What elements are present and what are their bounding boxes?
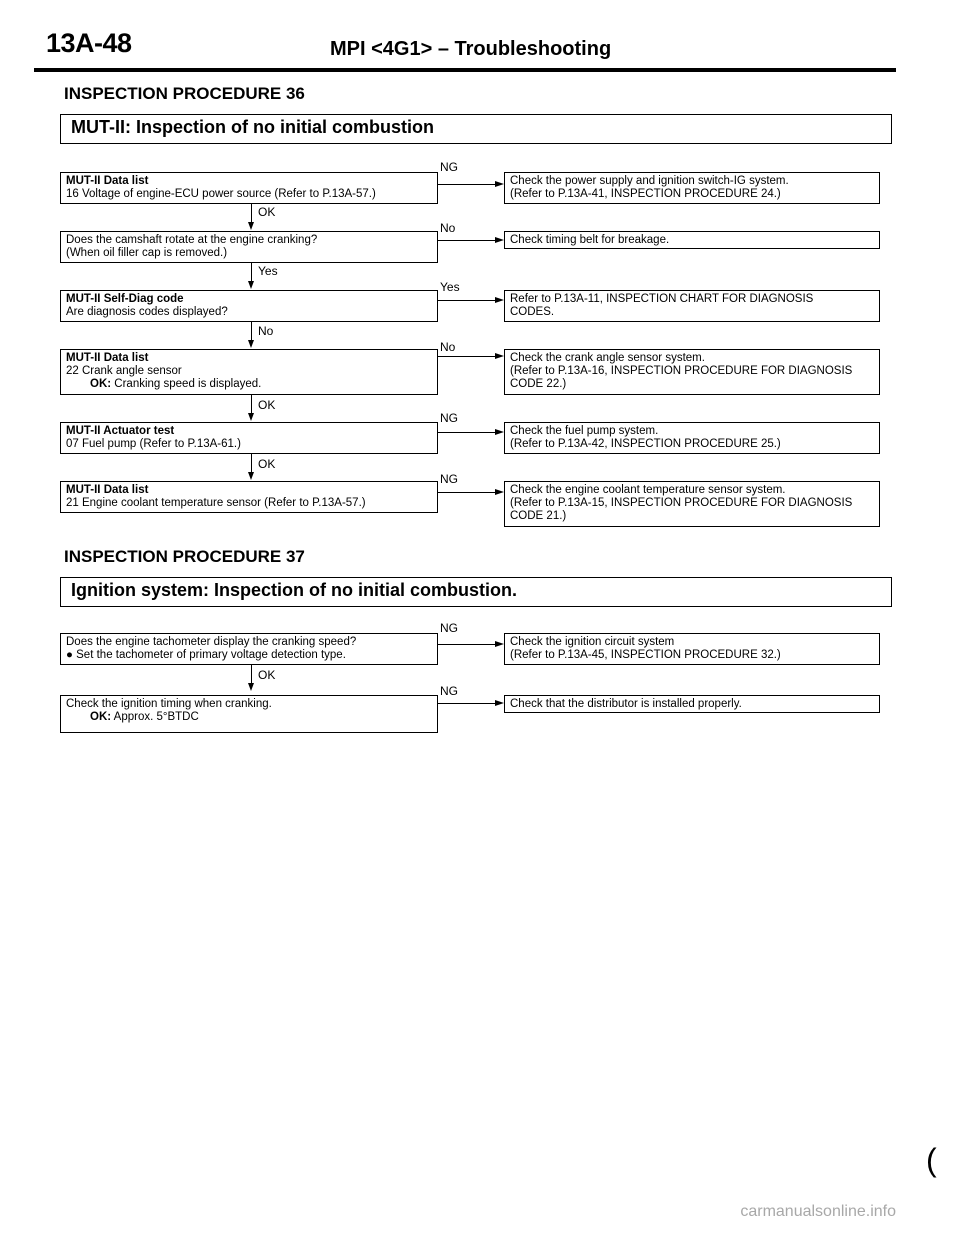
p37-step2-connector [438, 703, 496, 704]
p36-step2-result-box [504, 231, 880, 249]
p36-step5-connector [438, 432, 496, 433]
p37-step1-box [60, 633, 438, 665]
p36-step2-connector [438, 240, 496, 241]
watermark: carmanualsonline.info [740, 1203, 896, 1220]
p37-step1-next-label: OK [258, 668, 276, 682]
p36-step3-arrowhead [495, 297, 504, 303]
p36-step1-arrowhead [495, 181, 504, 187]
p36-step1-line1: MUT-II Data list [66, 175, 149, 187]
p36-step5-line2: 07 Fuel pump (Refer to P.13A-61.) [66, 438, 241, 450]
p36-step6-line1: MUT-II Data list [66, 484, 149, 496]
p36-flow-arrowhead-1 [248, 222, 254, 230]
p36-step4-result-line2: (Refer to P.13A-16, INSPECTION PROCEDURE FOR DIAGNOSIS [510, 365, 853, 377]
p36-step6-result-line3: CODE 21.) [510, 510, 567, 522]
p37-flow-arrowhead-1 [248, 683, 254, 691]
p36-step4-next-label: OK [258, 398, 276, 412]
p36-step3-box [60, 290, 438, 322]
p36-step1-result-box [504, 172, 880, 204]
procedure-36-subtitle: MUT-II: Inspection of no initial combustion [60, 114, 892, 144]
page-number: 13A-48 [46, 28, 132, 58]
p36-step4-box [60, 349, 438, 395]
p36-step4-branch-label: No [440, 340, 456, 354]
p37-step2-box [60, 695, 438, 733]
p36-flow-arrowhead-5 [248, 472, 254, 480]
header-rule [34, 68, 896, 72]
p36-step3-branch-label: Yes [440, 280, 460, 294]
p36-step4-ok-prefix: OK: [90, 378, 112, 390]
p36-step4-ok-text: Cranking speed is displayed. [114, 378, 262, 390]
p36-step4-arrowhead [495, 353, 504, 359]
p36-step2-line2: (When oil filler cap is removed.) [66, 247, 228, 259]
procedure-37-subtitle: Ignition system: Inspection of no initial combustion. [60, 577, 892, 607]
p37-step1-line2: ● Set the tachometer of primary voltage detection type. [66, 649, 346, 661]
p36-step1-next-label: OK [258, 205, 276, 219]
p36-step5-next-label: OK [258, 457, 276, 471]
page-edge-mark: ( [926, 1142, 937, 1178]
p37-step1-connector [438, 644, 496, 645]
p36-step4-connector [438, 356, 496, 357]
p36-step1-result-line1: Check the power supply and ignition switch-IG system. [510, 175, 789, 187]
p36-step3-line2: Are diagnosis codes displayed? [66, 306, 228, 318]
p36-flow-arrowhead-4 [248, 413, 254, 421]
p37-step2-arrowhead [495, 700, 504, 706]
p37-step2-ok-text: Approx. 5°BTDC [113, 711, 199, 723]
p37-step1-line1: Does the engine tachometer display the cranking speed? [66, 636, 357, 648]
p37-step1-result-box [504, 633, 880, 665]
p36-step5-result-line1: Check the fuel pump system. [510, 425, 659, 437]
page-title: MPI <4G1> – Troubleshooting [330, 38, 612, 60]
p36-step4-line1: MUT-II Data list [66, 352, 149, 364]
p37-step1-result-line1: Check the ignition circuit system [510, 636, 675, 648]
p36-step6-line2: 21 Engine coolant temperature sensor (Refer to P.13A-57.) [66, 497, 366, 509]
p37-step2-branch-label: NG [440, 684, 458, 698]
p37-step2-line1: Check the ignition timing when cranking. [66, 698, 272, 710]
p36-step5-arrowhead [495, 429, 504, 435]
p36-step3-result-line1: Refer to P.13A-11, INSPECTION CHART FOR DIAGNOSIS [510, 293, 814, 305]
p36-step6-result-line2: (Refer to P.13A-15, INSPECTION PROCEDURE FOR DIAGNOSIS [510, 497, 853, 509]
p36-step3-next-label: No [258, 324, 274, 338]
p36-step6-connector [438, 492, 496, 493]
procedure-37-heading: INSPECTION PROCEDURE 37 [64, 547, 305, 566]
p36-step5-line1: MUT-II Actuator test [66, 425, 175, 437]
p36-step5-result-box [504, 422, 880, 454]
p36-step4-result-line1: Check the crank angle sensor system. [510, 352, 705, 364]
p36-step1-connector [438, 184, 496, 185]
p37-step2-ok-prefix: OK: [90, 711, 112, 723]
p36-step2-result-line1: Check timing belt for breakage. [510, 234, 670, 246]
p36-step6-result-box [504, 481, 880, 527]
p37-step2-result-line1: Check that the distributor is installed properly. [510, 698, 742, 710]
p36-flow-arrowhead-2 [248, 281, 254, 289]
p36-step5-result-line2: (Refer to P.13A-42, INSPECTION PROCEDURE 25.) [510, 438, 781, 450]
p36-step1-result-line2: (Refer to P.13A-41, INSPECTION PROCEDURE 24.) [510, 188, 781, 200]
p37-step1-branch-label: NG [440, 621, 458, 635]
p36-step2-branch-label: No [440, 221, 456, 235]
procedure-36-heading: INSPECTION PROCEDURE 36 [64, 84, 305, 103]
p36-step6-arrowhead [495, 489, 504, 495]
p36-step2-arrowhead [495, 237, 504, 243]
p37-step1-result-line2: (Refer to P.13A-45, INSPECTION PROCEDURE 32.) [510, 649, 781, 661]
p37-step1-arrowhead [495, 641, 504, 647]
p37-step2-result-box [504, 695, 880, 713]
p36-step6-result-line1: Check the engine coolant temperature sensor system. [510, 484, 786, 496]
p36-flow-arrowhead-3 [248, 340, 254, 348]
p36-step3-line1: MUT-II Self-Diag code [66, 293, 184, 305]
p36-step4-result-line3: CODE 22.) [510, 378, 567, 390]
p36-step6-box [60, 481, 438, 513]
p36-step2-box [60, 231, 438, 263]
p36-step5-box [60, 422, 438, 454]
p36-step4-line2: 22 Crank angle sensor [66, 365, 182, 377]
p36-step1-line2: 16 Voltage of engine-ECU power source (Refer to P.13A-57.) [66, 188, 376, 200]
p36-step1-branch-label: NG [440, 160, 458, 174]
p36-step3-connector [438, 300, 496, 301]
p36-step2-next-label: Yes [258, 264, 278, 278]
p36-step3-result-line2: CODES. [510, 306, 555, 318]
p36-step1-box [60, 172, 438, 204]
p36-step4-result-box [504, 349, 880, 395]
p36-step6-branch-label: NG [440, 472, 458, 486]
p36-step3-result-box [504, 290, 880, 322]
p36-step5-branch-label: NG [440, 411, 458, 425]
p36-step2-line1: Does the camshaft rotate at the engine cranking? [66, 234, 318, 246]
